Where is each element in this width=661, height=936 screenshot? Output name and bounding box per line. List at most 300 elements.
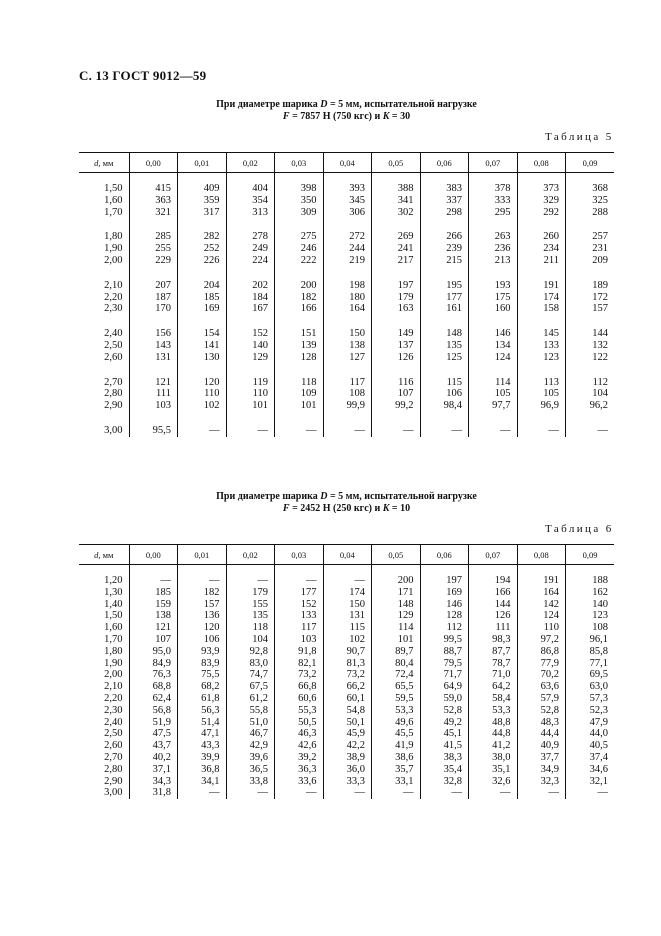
hardness-cell: 98,4 <box>420 400 469 412</box>
hardness-cell: 55,3 <box>275 705 324 717</box>
diameter-cell: 2,80 <box>104 388 123 400</box>
diameter-cell: 2,50 <box>104 728 123 740</box>
spacer-cell <box>420 315 469 328</box>
hardness-cell: 33,8 <box>226 776 275 788</box>
hardness-cell: 32,3 <box>517 776 566 788</box>
diameter-cell: 2,00 <box>104 254 123 266</box>
hardness-cell: 126 <box>469 610 518 622</box>
diameter-cell: 1,50 <box>104 183 123 194</box>
hardness-cell: 43,3 <box>178 740 227 752</box>
spacer-cell <box>372 315 421 328</box>
hardness-cell: 226 <box>178 255 227 267</box>
hardness-cell: 378 <box>469 183 518 195</box>
hardness-cell: 81,3 <box>323 658 372 670</box>
hardness-cell: 120 <box>178 622 227 634</box>
hardness-cell: 41,5 <box>420 740 469 752</box>
hardness-cell: 73,2 <box>323 669 372 681</box>
hardness-cell: 92,8 <box>226 646 275 658</box>
hardness-cell: — <box>372 787 421 799</box>
spacer-cell <box>372 412 421 425</box>
hardness-cell: 219 <box>323 255 372 267</box>
hardness-cell: 34,9 <box>517 764 566 776</box>
hardness-cell: 329 <box>517 195 566 207</box>
hardness-cell: 72,4 <box>372 669 421 681</box>
column-header: 0,05 <box>372 545 421 565</box>
hardness-cell: 152 <box>275 599 324 611</box>
diameter-cell: 1,80 <box>104 231 123 243</box>
hardness-cell: 209 <box>566 255 615 267</box>
hardness-cell: 96,9 <box>517 400 566 412</box>
table-row <box>79 183 614 195</box>
table-row <box>79 740 614 752</box>
hardness-cell: 33,3 <box>323 776 372 788</box>
table5-body <box>79 173 614 437</box>
diameter-cell: 2,30 <box>104 704 123 716</box>
diameter-cell: 2,90 <box>104 400 123 412</box>
hardness-cell: 157 <box>178 599 227 611</box>
table-row <box>79 693 614 705</box>
spacer-cell <box>372 218 421 231</box>
spacer-cell <box>517 173 566 184</box>
hardness-cell: 159 <box>129 599 178 611</box>
hardness-cell: 306 <box>323 207 372 219</box>
hardness-cell: 132 <box>566 340 615 352</box>
spacer-cell <box>178 412 227 425</box>
spacer-cell <box>79 412 129 425</box>
hardness-cell: 111 <box>129 388 178 400</box>
hardness-cell: 74,7 <box>226 669 275 681</box>
hardness-cell: 83,9 <box>178 658 227 670</box>
column-header: 0,01 <box>178 545 227 565</box>
spacer-cell <box>566 218 615 231</box>
hardness-cell: 128 <box>275 352 324 364</box>
hardness-cell: 217 <box>372 255 421 267</box>
spacer-cell <box>323 315 372 328</box>
hardness-cell: 191 <box>517 575 566 587</box>
diameter-cell: 2,90 <box>104 775 123 787</box>
hardness-cell: 197 <box>372 280 421 292</box>
diameter-cell: 2,40 <box>104 716 123 728</box>
hardness-cell: 246 <box>275 243 324 255</box>
hardness-cell: 32,6 <box>469 776 518 788</box>
spacer-cell <box>275 267 324 280</box>
hardness-cell: 269 <box>372 231 421 243</box>
spacer-cell <box>420 267 469 280</box>
hardness-cell: 295 <box>469 207 518 219</box>
hardness-cell: 49,2 <box>420 717 469 729</box>
hardness-cell: — <box>226 425 275 437</box>
hardness-cell: 321 <box>129 207 178 219</box>
hardness-cell: 71,0 <box>469 669 518 681</box>
hardness-cell: 110 <box>178 388 227 400</box>
hardness-cell: 171 <box>372 587 421 599</box>
hardness-cell: 309 <box>275 207 324 219</box>
hardness-cell: 52,8 <box>420 705 469 717</box>
hardness-cell: 80,4 <box>372 658 421 670</box>
spacer-cell <box>79 218 129 231</box>
hardness-cell: 96,1 <box>566 634 615 646</box>
table-row <box>79 243 614 255</box>
spacer-cell <box>420 173 469 184</box>
hardness-cell: 45,1 <box>420 728 469 740</box>
diameter-cell: 2,50 <box>104 339 123 351</box>
column-header-d: d, мм <box>79 153 129 173</box>
table-row <box>79 328 614 340</box>
hardness-cell: 166 <box>469 587 518 599</box>
spacer-cell <box>79 315 129 328</box>
spacer-cell <box>79 565 129 576</box>
group-gap-row <box>79 218 614 231</box>
hardness-cell: 158 <box>517 303 566 315</box>
hardness-cell: 166 <box>275 303 324 315</box>
hardness-cell: 91,8 <box>275 646 324 658</box>
table5-caption <box>0 99 661 123</box>
hardness-cell: 39,9 <box>178 752 227 764</box>
table-row <box>79 787 614 799</box>
hardness-cell: 117 <box>323 377 372 389</box>
hardness-cell: 79,5 <box>420 658 469 670</box>
hardness-cell: 150 <box>323 328 372 340</box>
hardness-cell: 117 <box>275 622 324 634</box>
hardness-cell: 121 <box>129 377 178 389</box>
hardness-cell: 89,7 <box>372 646 421 658</box>
spacer-cell <box>517 412 566 425</box>
spacer-cell <box>79 267 129 280</box>
hardness-cell: 207 <box>129 280 178 292</box>
hardness-cell: 285 <box>129 231 178 243</box>
hardness-cell: 313 <box>226 207 275 219</box>
hardness-cell: 138 <box>323 340 372 352</box>
hardness-cell: — <box>129 575 178 587</box>
hardness-cell: 157 <box>566 303 615 315</box>
spacer-cell <box>420 565 469 576</box>
column-header: 0,08 <box>517 153 566 173</box>
hardness-cell: 40,5 <box>566 740 615 752</box>
hardness-cell: 64,2 <box>469 681 518 693</box>
hardness-cell: 185 <box>129 587 178 599</box>
hardness-cell: 105 <box>517 388 566 400</box>
hardness-cell: 398 <box>275 183 324 195</box>
spacer-cell <box>566 412 615 425</box>
hardness-cell: 184 <box>226 292 275 304</box>
hardness-cell: 41,9 <box>372 740 421 752</box>
spacer-cell <box>372 173 421 184</box>
hardness-cell: 124 <box>469 352 518 364</box>
hardness-cell: 162 <box>566 587 615 599</box>
hardness-cell: 108 <box>323 388 372 400</box>
hardness-cell: 337 <box>420 195 469 207</box>
hardness-cell: 317 <box>178 207 227 219</box>
hardness-cell: 35,1 <box>469 764 518 776</box>
column-header: 0,06 <box>420 545 469 565</box>
spacer-cell <box>178 173 227 184</box>
hardness-cell: 33,1 <box>372 776 421 788</box>
hardness-cell: 182 <box>275 292 324 304</box>
hardness-cell: 121 <box>129 622 178 634</box>
hardness-cell: 46,7 <box>226 728 275 740</box>
hardness-cell: 59,0 <box>420 693 469 705</box>
hardness-cell: 138 <box>129 610 178 622</box>
hardness-cell: 56,3 <box>178 705 227 717</box>
table-row <box>79 303 614 315</box>
hardness-cell: 42,6 <box>275 740 324 752</box>
diameter-cell: 2,70 <box>104 751 123 763</box>
table-row <box>79 599 614 611</box>
spacer-cell <box>178 218 227 231</box>
hardness-cell: 51,9 <box>129 717 178 729</box>
hardness-cell: 63,6 <box>517 681 566 693</box>
hardness-cell: 415 <box>129 183 178 195</box>
hardness-cell: 255 <box>129 243 178 255</box>
hardness-cell: — <box>323 787 372 799</box>
hardness-cell: 139 <box>275 340 324 352</box>
spacer-cell <box>226 412 275 425</box>
hardness-cell: 239 <box>420 243 469 255</box>
spacer-cell <box>420 412 469 425</box>
hardness-cell: 97,7 <box>469 400 518 412</box>
group-gap-row <box>79 364 614 377</box>
hardness-cell: 65,5 <box>372 681 421 693</box>
hardness-cell: 48,3 <box>517 717 566 729</box>
spacer-cell <box>469 565 518 576</box>
hardness-cell: 47,5 <box>129 728 178 740</box>
hardness-cell: 83,0 <box>226 658 275 670</box>
hardness-cell: 151 <box>275 328 324 340</box>
hardness-cell: 115 <box>323 622 372 634</box>
spacer-cell <box>323 218 372 231</box>
table-row <box>79 681 614 693</box>
hardness-cell: 393 <box>323 183 372 195</box>
hardness-cell: 107 <box>129 634 178 646</box>
spacer-cell <box>275 364 324 377</box>
table-row <box>79 388 614 400</box>
hardness-cell: 144 <box>566 328 615 340</box>
hardness-cell: 146 <box>420 599 469 611</box>
hardness-cell: 131 <box>323 610 372 622</box>
spacer-cell <box>226 364 275 377</box>
diameter-cell: 2,30 <box>104 303 123 315</box>
spacer-cell <box>469 267 518 280</box>
hardness-cell: 131 <box>129 352 178 364</box>
spacer-cell <box>323 173 372 184</box>
column-header: 0,03 <box>275 545 324 565</box>
hardness-cell: 150 <box>323 599 372 611</box>
spacer-cell <box>323 364 372 377</box>
column-header: 0,04 <box>323 545 372 565</box>
hardness-cell: 198 <box>323 280 372 292</box>
hardness-cell: — <box>275 425 324 437</box>
hardness-cell: — <box>178 575 227 587</box>
hardness-cell: 120 <box>178 377 227 389</box>
spacer-cell <box>566 173 615 184</box>
hardness-cell: 163 <box>372 303 421 315</box>
hardness-cell: 292 <box>517 207 566 219</box>
column-header: 0,07 <box>469 153 518 173</box>
hardness-cell: 102 <box>323 634 372 646</box>
table-row <box>79 634 614 646</box>
spacer-cell <box>79 173 129 184</box>
spacer-cell <box>420 218 469 231</box>
spacer-cell <box>178 364 227 377</box>
hardness-cell: 37,7 <box>517 752 566 764</box>
hardness-cell: 174 <box>517 292 566 304</box>
hardness-cell: — <box>469 787 518 799</box>
diameter-cell: 1,30 <box>104 586 123 598</box>
hardness-cell: 325 <box>566 195 615 207</box>
hardness-cell: 36,5 <box>226 764 275 776</box>
column-header: 0,06 <box>420 153 469 173</box>
diameter-cell: 1,60 <box>104 622 123 634</box>
spacer-cell <box>129 412 178 425</box>
diameter-cell: 2,10 <box>104 681 123 693</box>
hardness-cell: 90,7 <box>323 646 372 658</box>
hardness-cell: 60,6 <box>275 693 324 705</box>
table-row <box>79 764 614 776</box>
hardness-cell: 275 <box>275 231 324 243</box>
hardness-cell: 51,0 <box>226 717 275 729</box>
hardness-cell: 229 <box>129 255 178 267</box>
hardness-cell: 111 <box>469 622 518 634</box>
table-row <box>79 776 614 788</box>
spacer-cell <box>517 565 566 576</box>
hardness-cell: 31,8 <box>129 787 178 799</box>
hardness-cell: — <box>469 425 518 437</box>
hardness-cell: 55,8 <box>226 705 275 717</box>
diameter-cell: 1,90 <box>104 243 123 255</box>
hardness-cell: — <box>323 575 372 587</box>
hardness-cell: 45,9 <box>323 728 372 740</box>
hardness-cell: 123 <box>517 352 566 364</box>
spacer-cell <box>566 565 615 576</box>
hardness-cell: 38,6 <box>372 752 421 764</box>
hardness-cell: 126 <box>372 352 421 364</box>
table5-caption-line1: При диаметре шарика D = 5 мм, испытательной нагрузке <box>216 99 477 110</box>
spacer-cell <box>469 315 518 328</box>
group-gap-row <box>79 267 614 280</box>
hardness-cell: 40,2 <box>129 752 178 764</box>
hardness-cell: 231 <box>566 243 615 255</box>
spacer-cell <box>372 267 421 280</box>
column-header: 0,07 <box>469 545 518 565</box>
hardness-cell: 167 <box>226 303 275 315</box>
hardness-cell: 224 <box>226 255 275 267</box>
hardness-cell: 93,9 <box>178 646 227 658</box>
hardness-cell: 78,7 <box>469 658 518 670</box>
hardness-cell: 104 <box>226 634 275 646</box>
table-row <box>79 575 614 587</box>
hardness-cell: 222 <box>275 255 324 267</box>
hardness-cell: 40,9 <box>517 740 566 752</box>
hardness-cell: 133 <box>275 610 324 622</box>
hardness-cell: 213 <box>469 255 518 267</box>
column-header: 0,01 <box>178 153 227 173</box>
hardness-cell: — <box>372 425 421 437</box>
spacer-cell <box>469 364 518 377</box>
hardness-cell: 38,0 <box>469 752 518 764</box>
hardness-cell: 62,4 <box>129 693 178 705</box>
hardness-cell: 204 <box>178 280 227 292</box>
spacer-cell <box>129 315 178 328</box>
hardness-cell: 112 <box>566 377 615 389</box>
hardness-cell: 182 <box>178 587 227 599</box>
hardness-cell: — <box>275 787 324 799</box>
diameter-cell: 2,20 <box>104 291 123 303</box>
hardness-cell: 35,4 <box>420 764 469 776</box>
spacer-cell <box>178 267 227 280</box>
hardness-cell: 73,2 <box>275 669 324 681</box>
diameter-cell: 2,00 <box>104 669 123 681</box>
hardness-cell: 164 <box>323 303 372 315</box>
hardness-cell: 96,2 <box>566 400 615 412</box>
column-header: 0,02 <box>226 153 275 173</box>
diameter-cell: 2,60 <box>104 351 123 363</box>
hardness-cell: 161 <box>420 303 469 315</box>
table-row <box>79 425 614 437</box>
spacer-cell <box>323 412 372 425</box>
table6-caption <box>0 491 661 515</box>
hardness-cell: — <box>178 787 227 799</box>
spacer-cell <box>372 565 421 576</box>
spacer-cell <box>178 565 227 576</box>
hardness-cell: 38,3 <box>420 752 469 764</box>
hardness-cell: 66,8 <box>275 681 324 693</box>
hardness-cell: 36,0 <box>323 764 372 776</box>
hardness-cell: 188 <box>566 575 615 587</box>
hardness-cell: 57,3 <box>566 693 615 705</box>
spacer-cell <box>420 364 469 377</box>
hardness-cell: 368 <box>566 183 615 195</box>
hardness-cell: 110 <box>226 388 275 400</box>
hardness-cell: 145 <box>517 328 566 340</box>
hardness-cell: 118 <box>226 622 275 634</box>
column-header-d: d, мм <box>79 545 129 565</box>
hardness-cell: 114 <box>469 377 518 389</box>
hardness-cell: 104 <box>566 388 615 400</box>
hardness-cell: 110 <box>517 622 566 634</box>
table-row <box>79 231 614 243</box>
hardness-cell: 172 <box>566 292 615 304</box>
hardness-cell: 46,3 <box>275 728 324 740</box>
hardness-cell: 164 <box>517 587 566 599</box>
spacer-cell <box>323 267 372 280</box>
hardness-cell: 53,3 <box>469 705 518 717</box>
diameter-cell: 1,60 <box>104 194 123 206</box>
hardness-cell: 130 <box>178 352 227 364</box>
page-header: С. 13 ГОСТ 9012—59 <box>79 68 207 83</box>
hardness-cell: 169 <box>178 303 227 315</box>
hardness-cell: 84,9 <box>129 658 178 670</box>
hardness-cell: 87,7 <box>469 646 518 658</box>
diameter-cell: 1,90 <box>104 657 123 669</box>
hardness-cell: 36,8 <box>178 764 227 776</box>
hardness-cell: 61,2 <box>226 693 275 705</box>
hardness-cell: 60,1 <box>323 693 372 705</box>
hardness-cell: 179 <box>372 292 421 304</box>
hardness-cell: 45,5 <box>372 728 421 740</box>
hardness-cell: 67,5 <box>226 681 275 693</box>
hardness-cell: 61,8 <box>178 693 227 705</box>
hardness-cell: 241 <box>372 243 421 255</box>
hardness-cell: 345 <box>323 195 372 207</box>
hardness-cell: 68,8 <box>129 681 178 693</box>
hardness-cell: 42,9 <box>226 740 275 752</box>
hardness-cell: 37,4 <box>566 752 615 764</box>
hardness-cell: 373 <box>517 183 566 195</box>
diameter-cell: 2,60 <box>104 740 123 752</box>
hardness-cell: 76,3 <box>129 669 178 681</box>
hardness-cell: 195 <box>420 280 469 292</box>
hardness-cell: 211 <box>517 255 566 267</box>
